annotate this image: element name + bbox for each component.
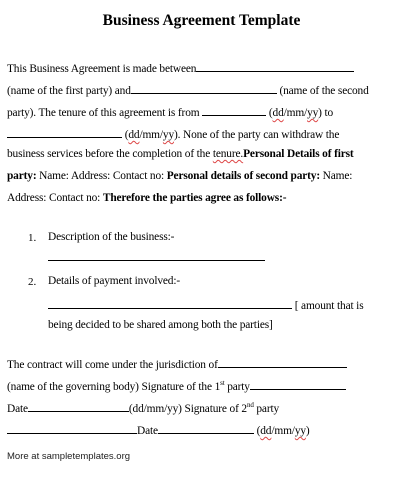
- list-number-1: 1.: [28, 232, 37, 244]
- blank-date-2[interactable]: [158, 422, 254, 434]
- text: (name of the second: [279, 85, 369, 97]
- blank-end-date[interactable]: [7, 126, 122, 138]
- jurisdiction-line-4: Date (dd/mm/yy): [7, 422, 310, 437]
- list-item-2-line-3: being decided to be shared among both the parties]: [48, 319, 273, 331]
- text: party). The tenure of this agreement is from: [7, 107, 200, 119]
- agreement-line-3: party). The tenure of this agreement is from (dd/mm/yy) to: [7, 104, 333, 119]
- list-item-2: Details of payment involved:-: [48, 275, 180, 287]
- blank-date-1[interactable]: [28, 400, 129, 412]
- text: (name of the first party) and: [7, 85, 131, 97]
- text: This Business Agreement is made between: [7, 63, 197, 75]
- agreement-line-6: party: Name: Address: Contact no: Personal details of second party: Name:: [7, 170, 353, 182]
- document-title: Business Agreement Template: [102, 12, 301, 29]
- agreement-line-2: [7, 82, 369, 97]
- blank-start-date[interactable]: [202, 104, 266, 116]
- blank-first-party[interactable]: [196, 60, 354, 72]
- agreement-line-4: (dd/mm/yy). None of the party can withdraw the: [7, 126, 339, 141]
- agreement-line-5: business services before the completion of the tenure.Personal Details of first: [7, 148, 354, 160]
- blank-jurisdiction[interactable]: [218, 356, 347, 368]
- jurisdiction-line-2: (name of the governing body) Signature of the 1st party: [7, 378, 346, 393]
- jurisdiction-line-1: The contract will come under the jurisdiction of: [7, 356, 347, 371]
- blank-payment-details[interactable]: [48, 297, 292, 309]
- blank-signature-second-party[interactable]: [7, 422, 137, 434]
- blank-second-party[interactable]: [131, 82, 277, 94]
- agreement-line-1: [7, 60, 354, 75]
- blank-signature-first-party[interactable]: [250, 378, 346, 390]
- list-number-2: 2.: [28, 276, 37, 288]
- footer-source: More at sampletemplates.org: [7, 451, 131, 462]
- blank-business-description[interactable]: [48, 249, 265, 261]
- list-item-2-line-2: [ amount that is: [48, 297, 363, 312]
- agreement-line-7: Address: Contact no: Therefore the parties agree as follows:-: [7, 192, 287, 204]
- list-item-1: Description of the business:-: [48, 231, 175, 243]
- list-item-1-blank-line: [48, 249, 265, 264]
- jurisdiction-line-3: Date (dd/mm/yy) Signature of 2nd party: [7, 401, 280, 415]
